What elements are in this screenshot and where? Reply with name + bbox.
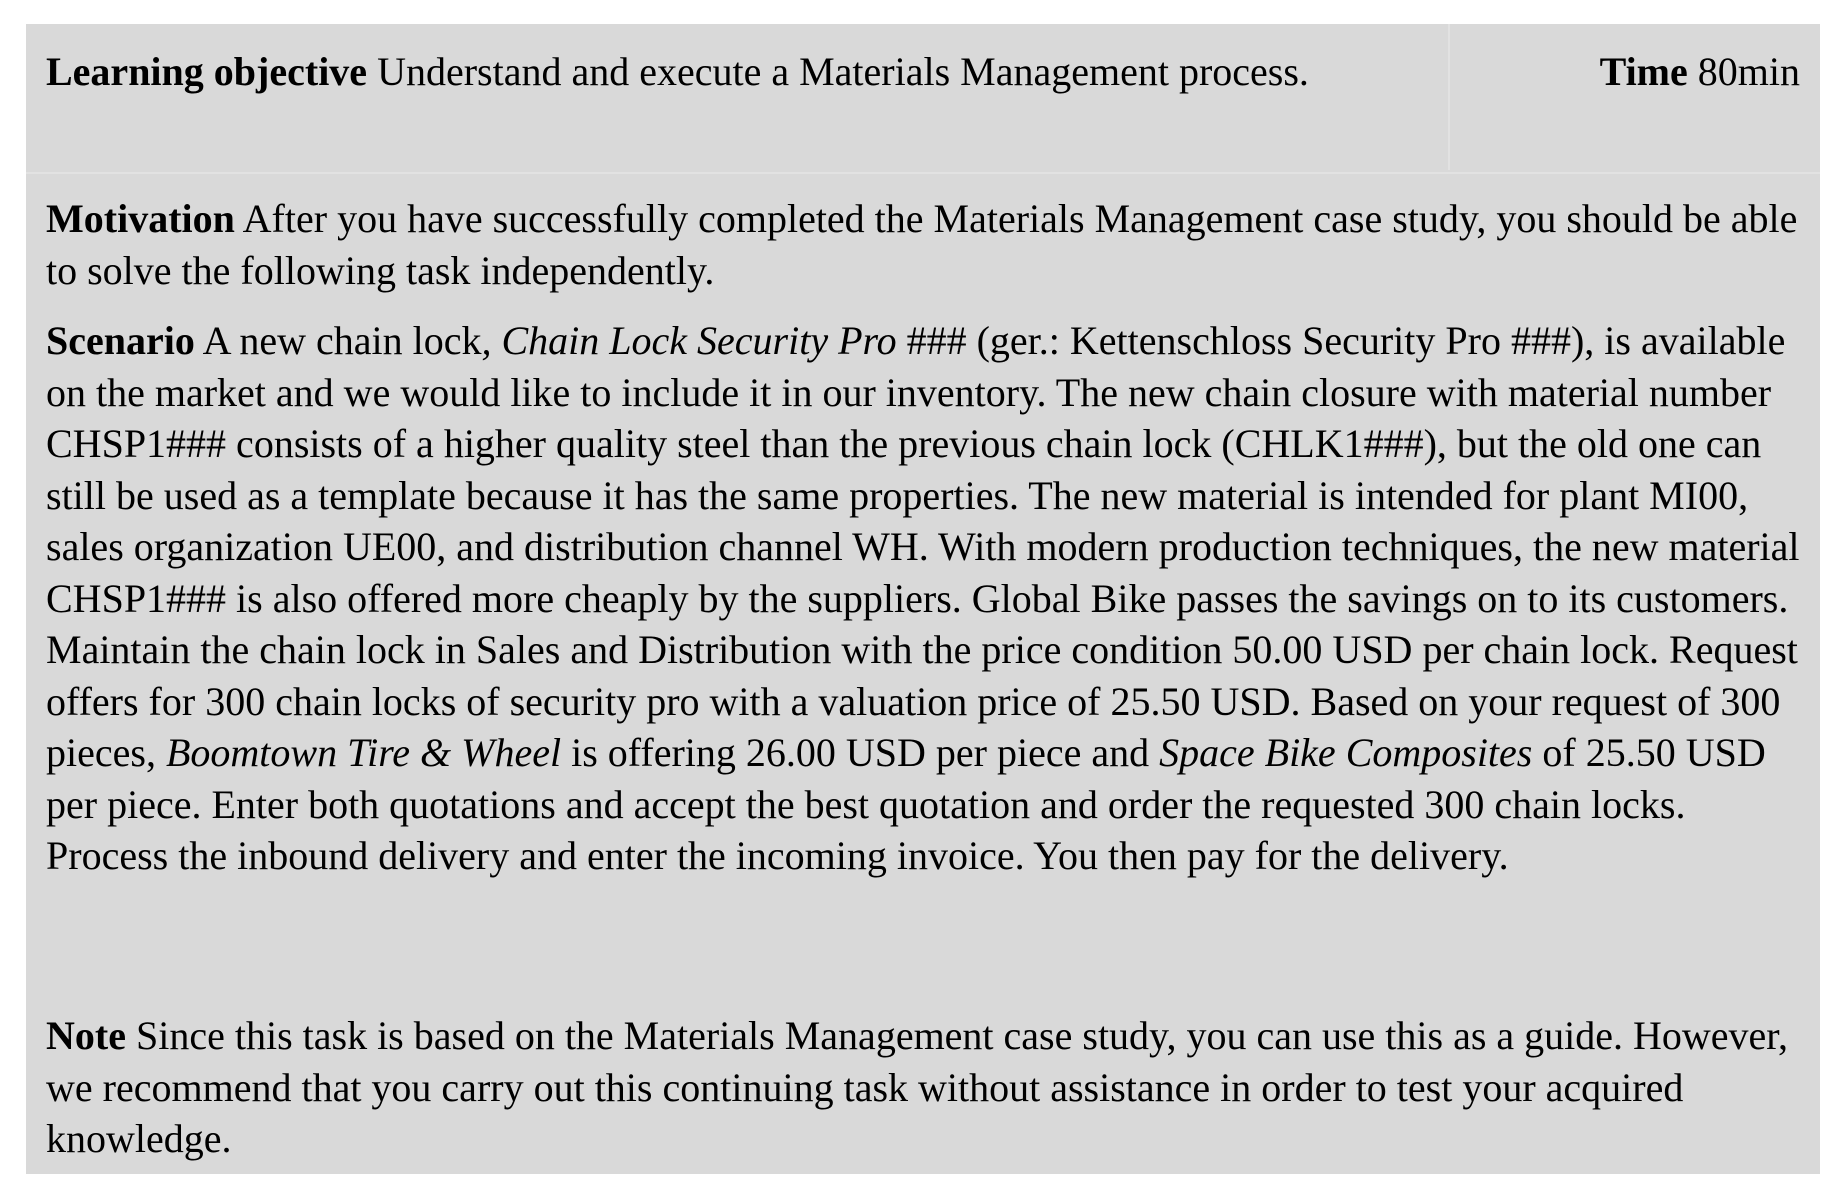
scenario-text-3: is offering 26.00 USD per piece and: [571, 730, 1150, 775]
objective-cell: [26, 24, 1448, 170]
learning-objective: [46, 46, 1406, 98]
section-divider: [26, 172, 1820, 174]
objective-label: Learning objective: [46, 49, 368, 94]
vendor-space-bike: Space Bike Composites: [1159, 730, 1533, 775]
time-cell: [1450, 24, 1820, 170]
note-label: Note: [46, 1013, 126, 1058]
scenario-paragraph: [46, 315, 1806, 882]
objective-text: Understand and execute a Materials Management process.: [377, 49, 1309, 94]
motivation-text: After you have successfully completed the Materials Management case study, you should be able to solve the following task independently.: [46, 196, 1798, 293]
scenario-text-2: ### (ger.: Kettenschloss Security Pro ###), is available on the market and we would like to include it in our inventory. The new chain closure with material number CHSP1### consists of a higher quality steel than the previous chain lock (CHLK1###), but the old one can still be used as a template because it has the same properties. The new material is intended for plant MI00, sales organization UE00, and distribution channel WH. With modern production techniques, the new material CHSP1### is also offered more cheaply by the suppliers. Global Bike passes the savings on to its customers. Maintain the chain lock in Sales and Distribution with the price condition 50.00 USD per chain lock. Request offers for 300 chain locks of security pro with a valuation price of 25.50 USD. Based on your request of 300 pieces,: [46, 318, 1800, 775]
scenario-label: Scenario: [46, 318, 195, 363]
scenario-text-1: A new chain lock: [202, 318, 482, 363]
task-header: [26, 24, 1820, 170]
motivation-label: Motivation: [46, 196, 235, 241]
motivation-paragraph: [46, 193, 1806, 296]
time-label: Time: [1599, 49, 1688, 94]
time-value: 80min: [1697, 49, 1800, 94]
scenario-text-4: of 25.50 USD per piece. Enter both quotations and accept the best quotation and order the requested 300 chain locks. Process the inbound delivery and enter the incoming invoice. You then pay for the delivery.: [46, 730, 1766, 878]
note-text: Since this task is based on the Materials Management case study, you can use this as a guide. However, we recommend that you carry out this continuing task without assistance in order to test your acquired knowledge.: [46, 1013, 1789, 1161]
task-box: [26, 24, 1820, 1174]
vendor-boomtown: Boomtown Tire & Wheel: [165, 730, 562, 775]
product-name: , Chain Lock Security Pro: [481, 318, 897, 363]
note-paragraph: [46, 1010, 1806, 1165]
time-info: [1600, 46, 1800, 98]
